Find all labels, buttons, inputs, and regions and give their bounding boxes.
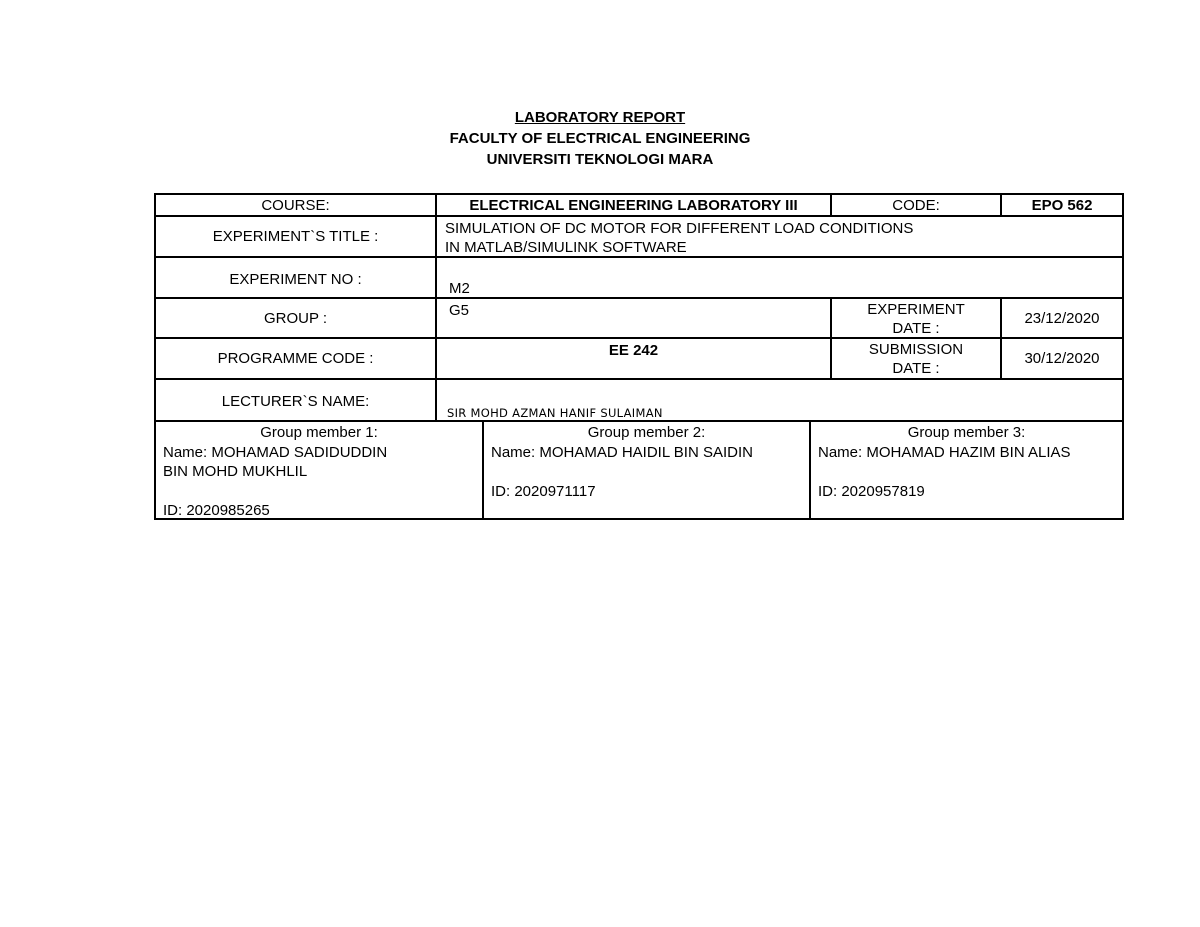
group-member-3-cell — [809, 420, 1124, 520]
submission-date-label-line1: SUBMISSION — [868, 341, 964, 358]
programme-code-value: EE 242 — [608, 342, 659, 359]
course-value-cell — [435, 193, 832, 217]
submission-date-label-cell — [830, 337, 1002, 380]
lecturer-value: SIR MOHD AZMAN HANIF SULAIMAN — [447, 406, 663, 420]
course-label: COURSE: — [261, 196, 330, 214]
lecturer-value-cell — [435, 378, 1124, 422]
report-title: LABORATORY REPORT — [514, 109, 686, 126]
submission-date-value: 30/12/2020 — [1024, 350, 1100, 367]
experiment-title-label: EXPERIMENT`S TITLE : — [212, 228, 379, 245]
experiment-date-label-line2: DATE : — [892, 320, 940, 337]
member-1-name-line1: Name: MOHAMAD SADIDUDDIN — [163, 444, 388, 461]
experiment-no-value: M2 — [449, 280, 470, 297]
member-3-id: ID: 2020957819 — [818, 483, 925, 500]
lecturer-label: LECTURER`S NAME: — [221, 393, 370, 410]
university-name: UNIVERSITI TEKNOLOGI MARA — [486, 151, 714, 168]
member-1-heading: Group member 1: — [260, 424, 378, 441]
course-value: ELECTRICAL ENGINEERING LABORATORY III — [469, 196, 798, 214]
member-2-id: ID: 2020971117 — [491, 483, 596, 500]
group-value: G5 — [449, 302, 470, 319]
experiment-date-value-cell — [1000, 297, 1124, 339]
experiment-date-label-line1: EXPERIMENT — [867, 301, 965, 318]
programme-code-label: PROGRAMME CODE : — [217, 350, 374, 367]
experiment-title-label-cell — [154, 215, 437, 258]
code-value: EPO 562 — [1031, 196, 1093, 214]
group-member-2-cell — [482, 420, 811, 520]
course-label-cell — [154, 193, 437, 217]
lecturer-label-cell — [154, 378, 437, 422]
group-label-cell — [154, 297, 437, 339]
group-value-cell — [435, 297, 832, 339]
member-3-name-line1: Name: MOHAMAD HAZIM BIN ALIAS — [818, 444, 1071, 461]
experiment-title-line1: SIMULATION OF DC MOTOR FOR DIFFERENT LOAD CONDITIONS — [445, 220, 914, 237]
programme-code-value-cell — [435, 337, 832, 380]
code-label: CODE: — [892, 196, 940, 214]
member-1-name-line2: BIN MOHD MUKHLIL — [163, 463, 308, 480]
experiment-date-value: 23/12/2020 — [1024, 309, 1100, 327]
experiment-no-label-cell — [154, 256, 437, 299]
member-2-name-line1: Name: MOHAMAD HAIDIL BIN SAIDIN — [491, 444, 753, 461]
member-1-id: ID: 2020985265 — [163, 502, 270, 519]
experiment-no-label: EXPERIMENT NO : — [229, 271, 362, 288]
experiment-no-value-cell — [435, 256, 1124, 299]
member-2-heading: Group member 2: — [587, 424, 706, 441]
submission-date-label-line2: DATE : — [892, 360, 940, 377]
experiment-date-label-cell — [830, 297, 1002, 339]
programme-code-label-cell — [154, 337, 437, 380]
faculty-name: FACULTY OF ELECTRICAL ENGINEERING — [449, 130, 751, 147]
experiment-title-value-cell — [435, 215, 1124, 258]
group-label: GROUP : — [263, 309, 328, 327]
submission-date-value-cell — [1000, 337, 1124, 380]
group-member-1-cell — [154, 420, 484, 520]
code-value-cell — [1000, 193, 1124, 217]
code-label-cell — [830, 193, 1002, 217]
member-3-heading: Group member 3: — [907, 424, 1026, 441]
experiment-title-line2: IN MATLAB/SIMULINK SOFTWARE — [445, 239, 687, 256]
